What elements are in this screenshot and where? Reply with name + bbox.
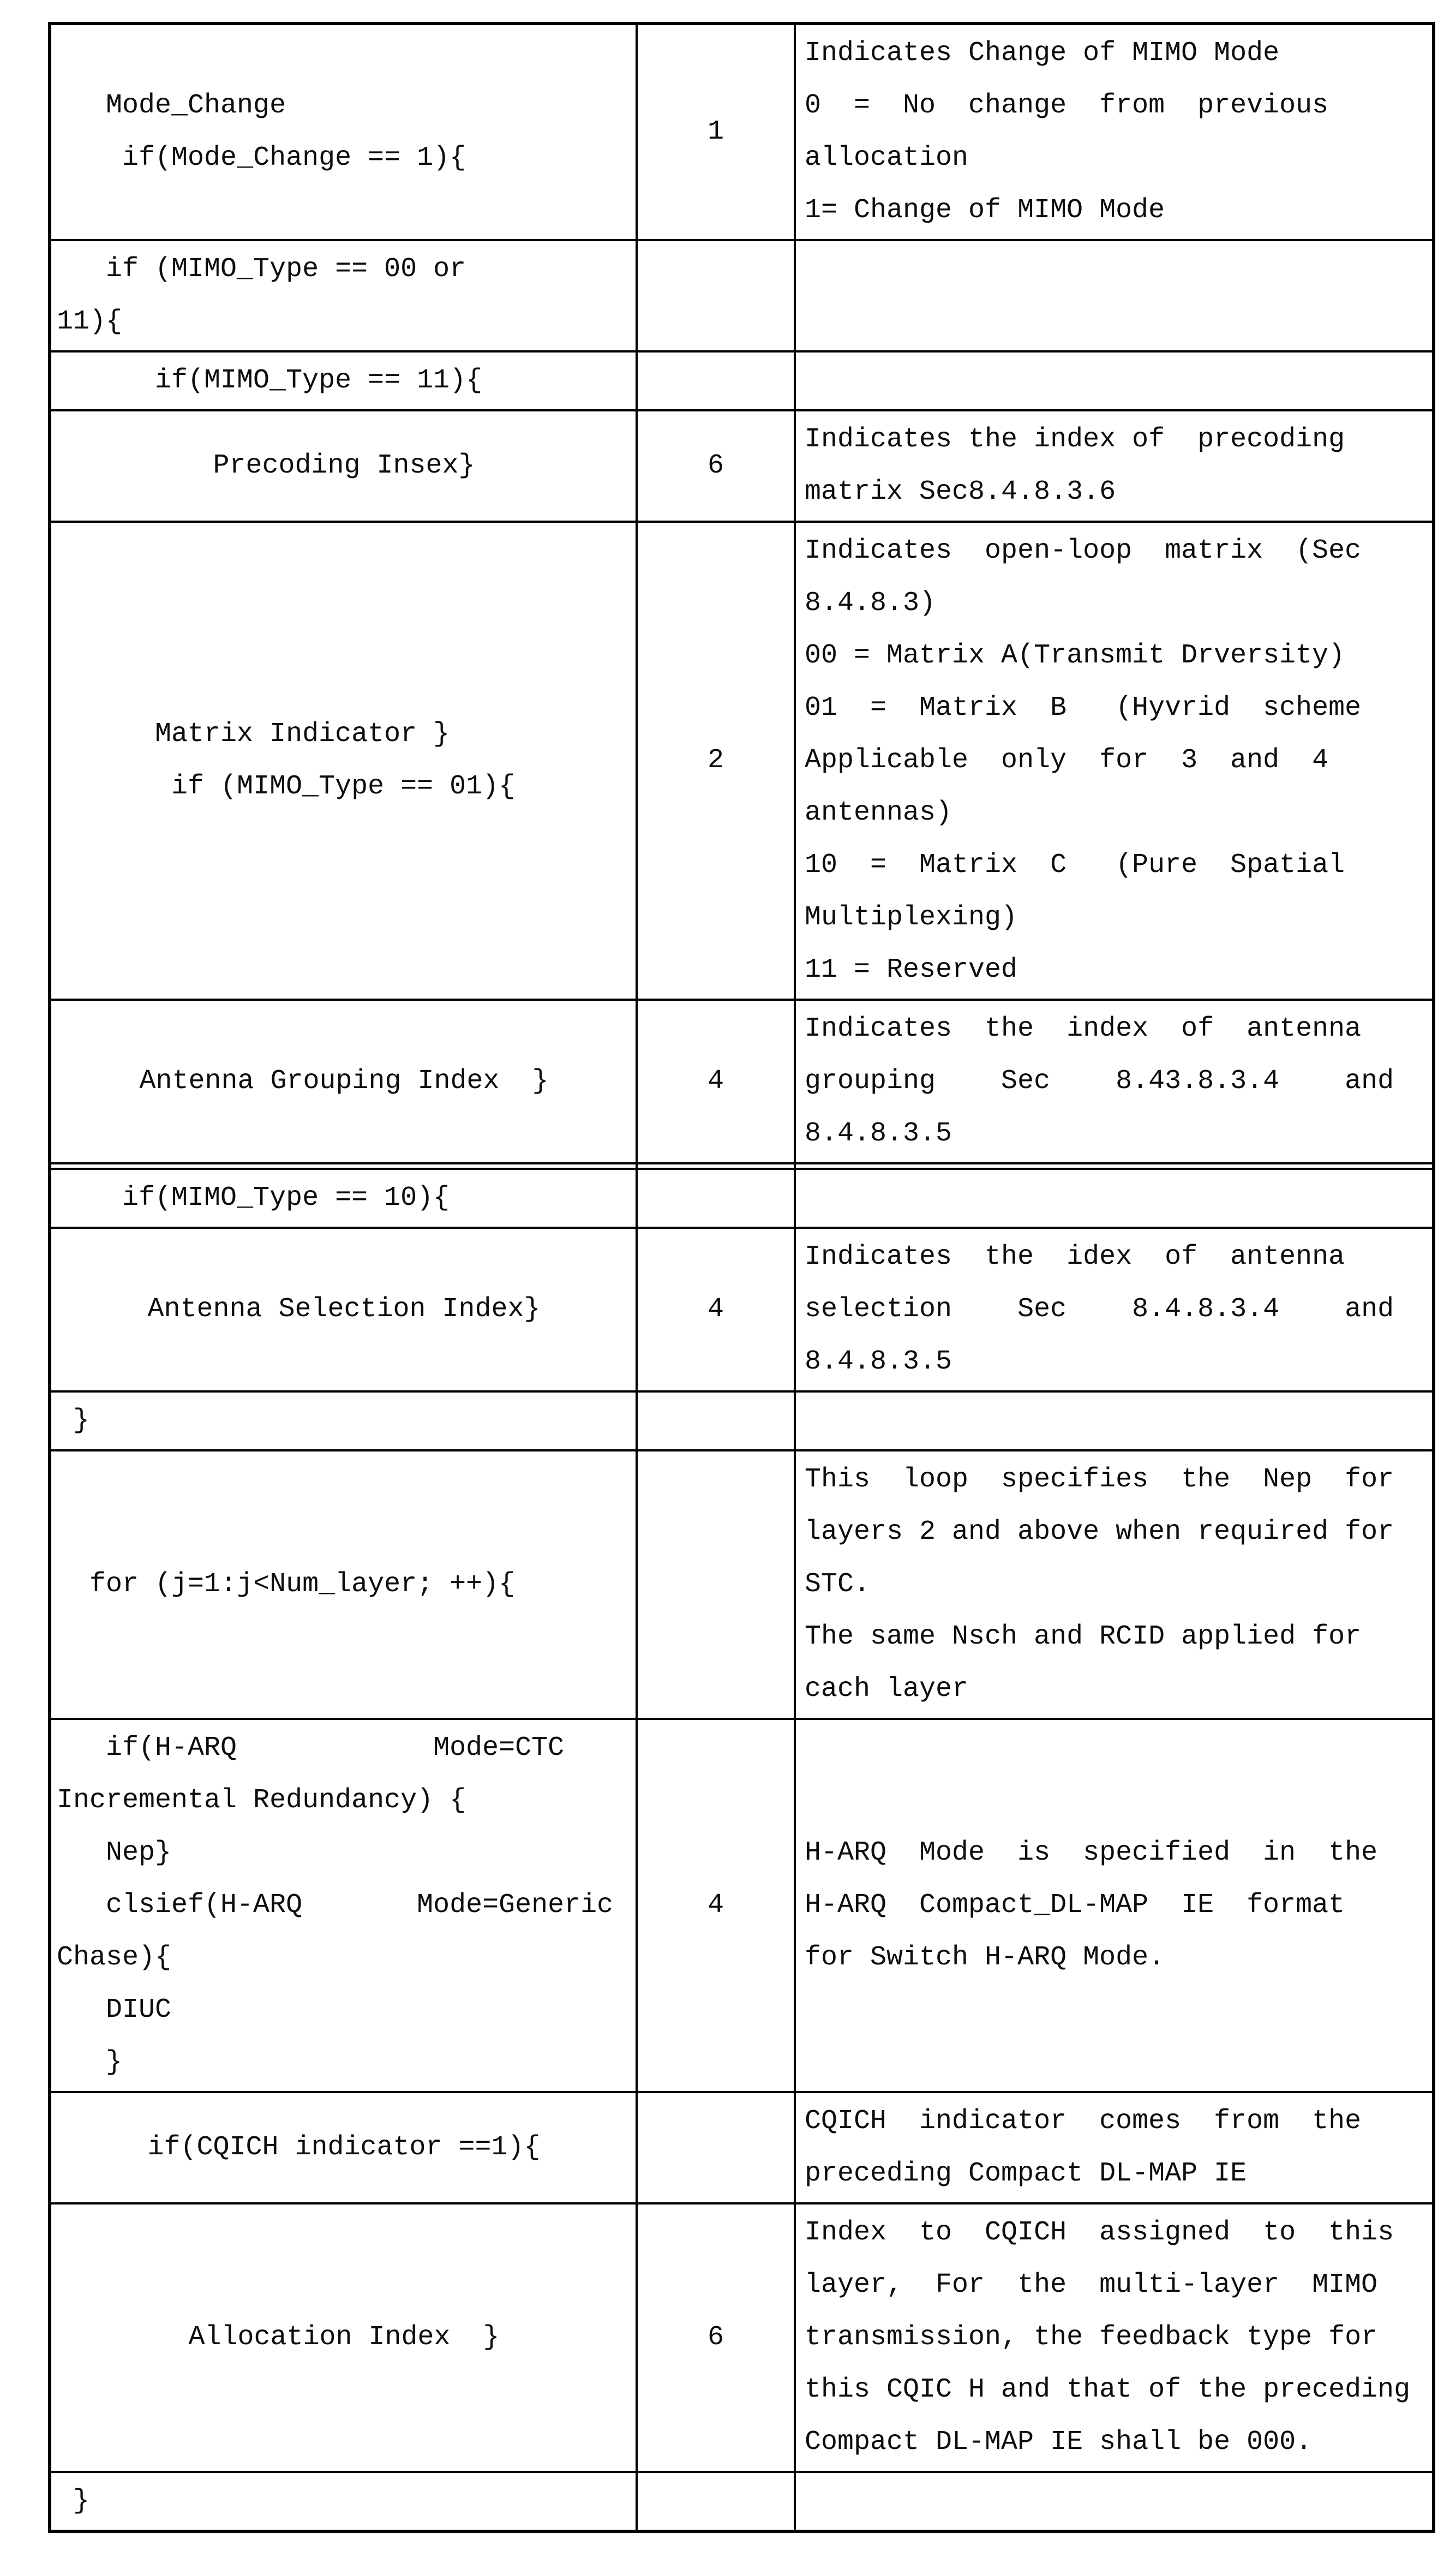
syntax-cell: Matrix Indicator } if (MIMO_Type == 01){ bbox=[50, 522, 637, 1000]
table-row-harq-mode bbox=[50, 1719, 1434, 2092]
syntax-cell: Precoding Insex} bbox=[50, 410, 637, 522]
syntax-cell: for (j=1:j<Num_layer; ++){ bbox=[50, 1450, 637, 1719]
notes-cell bbox=[795, 2472, 1434, 2531]
size-cell: 4 bbox=[637, 1000, 795, 1163]
syntax-cell: if (MIMO_Type == 00 or 11){ bbox=[50, 240, 637, 351]
table-row-if-cqich-indicator bbox=[50, 2092, 1434, 2203]
table-row-antenna-grouping-index bbox=[50, 1000, 1434, 1163]
notes-cell bbox=[795, 351, 1434, 410]
size-cell: 6 bbox=[637, 2203, 795, 2472]
table-row-close-brace-2 bbox=[50, 2472, 1434, 2531]
size-cell bbox=[637, 1391, 795, 1450]
notes-cell: Indicates open-loop matrix (Sec 8.4.8.3) 00 = Matrix A(Transmit Drversity) 01 = Matrix B (Hyvrid scheme Applicable only for 3 and 4 antennas) 10 = Matrix C (Pure Spatial Multiplexing) 11 = Reserved bbox=[795, 522, 1434, 1000]
table-row-double-rule bbox=[50, 1163, 1434, 1169]
syntax-cell bbox=[50, 1163, 637, 1169]
notes-cell bbox=[795, 240, 1434, 351]
table-row-if-mimo-10 bbox=[50, 1169, 1434, 1228]
size-cell: 6 bbox=[637, 410, 795, 522]
size-cell bbox=[637, 2092, 795, 2203]
table-row-if-mimo-00-or-11 bbox=[50, 240, 1434, 351]
notes-cell bbox=[795, 1391, 1434, 1450]
syntax-cell: if(H-ARQ Mode=CTC Incremental Redundancy) { Nep} clsief(H-ARQ Mode=Generic Chase){ DIUC } bbox=[50, 1719, 637, 2092]
size-cell: 1 bbox=[637, 23, 795, 240]
notes-cell: Index to CQICH assigned to this layer, For the multi-layer MIMO transmission, the feedback type for this CQIC H and that of the preceding Compact DL-MAP IE shall be 000. bbox=[795, 2203, 1434, 2472]
notes-cell: This loop specifies the Nep for layers 2 and above when required for STC. The same Nsch and RCID applied for cach layer bbox=[795, 1450, 1434, 1719]
notes-cell: Indicates the index of precoding matrix Sec8.4.8.3.6 bbox=[795, 410, 1434, 522]
table-row-matrix-indicator bbox=[50, 522, 1434, 1000]
size-cell bbox=[637, 240, 795, 351]
size-cell bbox=[637, 351, 795, 410]
syntax-cell: if(MIMO_Type == 11){ bbox=[50, 351, 637, 410]
syntax-cell: Antenna Selection Index} bbox=[50, 1228, 637, 1391]
syntax-cell: Allocation Index } bbox=[50, 2203, 637, 2472]
table-row-precoding-index bbox=[50, 410, 1434, 522]
size-cell bbox=[637, 1163, 795, 1169]
notes-cell: Indicates the idex of antenna selection Sec 8.4.8.3.4 and 8.4.8.3.5 bbox=[795, 1228, 1434, 1391]
table-row-allocation-index bbox=[50, 2203, 1434, 2472]
notes-cell: Indicates the index of antenna grouping Sec 8.43.8.3.4 and 8.4.8.3.5 bbox=[795, 1000, 1434, 1163]
table-row-antenna-selection-index bbox=[50, 1228, 1434, 1391]
spec-table bbox=[48, 22, 1435, 2533]
notes-cell: H-ARQ Mode is specified in the H-ARQ Compact_DL-MAP IE format for Switch H-ARQ Mode. bbox=[795, 1719, 1434, 2092]
size-cell bbox=[637, 2472, 795, 2531]
syntax-cell: Mode_Change if(Mode_Change == 1){ bbox=[50, 23, 637, 240]
syntax-cell: } bbox=[50, 1391, 637, 1450]
table-row-for-loop bbox=[50, 1450, 1434, 1719]
syntax-cell: Antenna Grouping Index } bbox=[50, 1000, 637, 1163]
notes-cell: Indicates Change of MIMO Mode 0 = No change from previous allocation 1= Change of MIMO Mode bbox=[795, 23, 1434, 240]
syntax-cell: if(CQICH indicator ==1){ bbox=[50, 2092, 637, 2203]
notes-cell bbox=[795, 1163, 1434, 1169]
notes-cell: CQICH indicator comes from the preceding Compact DL-MAP IE bbox=[795, 2092, 1434, 2203]
size-cell bbox=[637, 1450, 795, 1719]
syntax-cell: } bbox=[50, 2472, 637, 2531]
syntax-cell: if(MIMO_Type == 10){ bbox=[50, 1169, 637, 1228]
table-row-mode-change bbox=[50, 23, 1434, 240]
size-cell bbox=[637, 1169, 795, 1228]
size-cell: 4 bbox=[637, 1719, 795, 2092]
table-row-close-brace-1 bbox=[50, 1391, 1434, 1450]
size-cell: 2 bbox=[637, 522, 795, 1000]
table-row-if-mimo-11 bbox=[50, 351, 1434, 410]
size-cell: 4 bbox=[637, 1228, 795, 1391]
notes-cell bbox=[795, 1169, 1434, 1228]
